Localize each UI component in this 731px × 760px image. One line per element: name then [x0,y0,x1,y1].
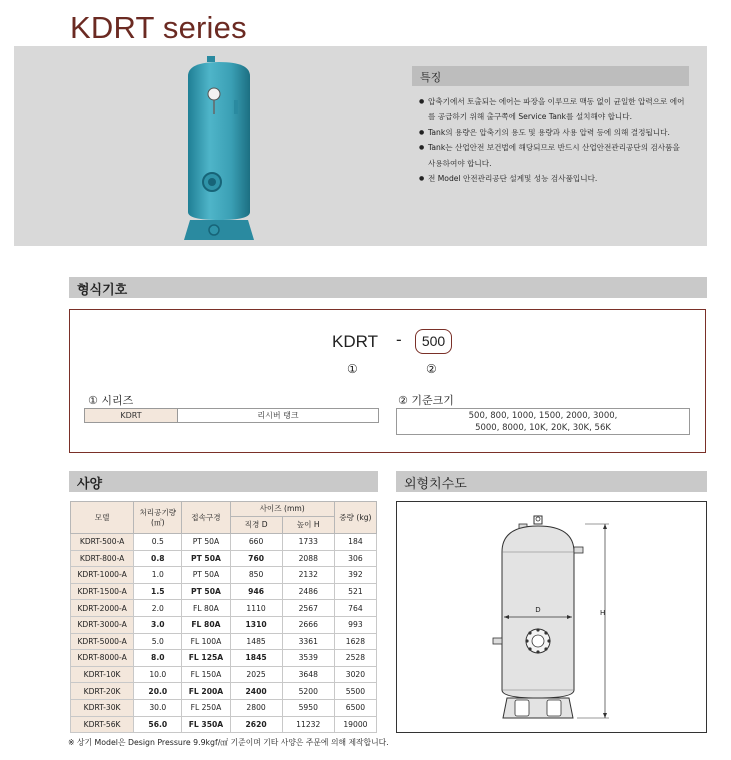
cell-capacity: 0.5 [134,534,182,551]
cell-diameter: 2400 [230,683,282,700]
product-hero-panel [14,46,707,246]
cell-weight: 2528 [334,650,376,667]
cell-connection: PT 50A [182,583,230,600]
col-header-weight: 중량 (kg) [334,502,376,534]
cell-diameter: 850 [230,567,282,584]
cell-diameter: 760 [230,550,282,567]
cell-connection: FL 100A [182,633,230,650]
cell-capacity: 8.0 [134,650,182,667]
cell-model: KDRT-8000-A [71,650,134,667]
cell-connection: FL 250A [182,699,230,716]
cell-capacity: 20.0 [134,683,182,700]
table-row [71,666,377,683]
cell-diameter: 946 [230,583,282,600]
list-item: ● Tank의 용량은 압축기의 용도 및 용량과 사용 압력 등에 의해 결정됩니다. [419,125,689,140]
cell-height: 1733 [282,534,334,551]
cell-diameter: 2800 [230,699,282,716]
cell-connection: FL 200A [182,683,230,700]
cell-weight: 19000 [334,716,376,733]
series-row [84,408,379,423]
features-heading: 특징 [412,66,689,86]
cell-diameter: 660 [230,534,282,551]
model-code-box [69,309,706,453]
col-header-diameter: 직경 D [230,517,282,534]
cell-height: 2088 [282,550,334,567]
dim-h-label: H [600,609,606,617]
receiver-tank-photo [174,54,264,244]
cell-model: KDRT-20K [71,683,134,700]
cell-connection: FL 80A [182,600,230,617]
cell-weight: 5500 [334,683,376,700]
col-header-size: 사이즈 (mm) [230,502,334,517]
cell-model: KDRT-1500-A [71,583,134,600]
cell-model: KDRT-1000-A [71,567,134,584]
cell-weight: 184 [334,534,376,551]
size-values-box [396,408,690,435]
cell-height: 2486 [282,583,334,600]
cell-connection: FL 125A [182,650,230,667]
spec-note: ※ 상기 Model은 Design Pressure 9.9kgf/㎠ 기준이며 기타 사양은 주문에 의해 제작합니다. [68,738,389,747]
cell-connection: FL 350A [182,716,230,733]
cell-model: KDRT-30K [71,699,134,716]
series-value: 리시버 탱크 [257,411,299,420]
col-header-model: 모델 [71,502,134,534]
list-item: ● Tank는 산업안전 보건법에 해당되므로 반드시 산업안전관리공단의 검사품을 사용하여야 합니다. [419,140,689,171]
cell-model: KDRT-56K [71,716,134,733]
size-values-line-1: 500, 800, 1000, 1500, 2000, 3000, [468,411,618,421]
cell-diameter: 2620 [230,716,282,733]
series-code: KDRT [332,332,378,351]
cell-weight: 306 [334,550,376,567]
size-code: 500 [415,329,452,354]
col-header-capacity: 처리공기량 (㎥) [134,502,182,534]
cell-height: 5950 [282,699,334,716]
cell-weight: 993 [334,616,376,633]
table-row [71,633,377,650]
size-values-line-2: 5000, 8000, 10K, 20K, 30K, 56K [475,423,611,433]
col-header-connection: 접속구경 [182,502,230,534]
table-row [71,616,377,633]
features-list [419,94,689,186]
cell-capacity: 5.0 [134,633,182,650]
cell-height: 11232 [282,716,334,733]
cell-model: KDRT-10K [71,666,134,683]
cell-connection: FL 150A [182,666,230,683]
cell-height: 3648 [282,666,334,683]
cell-height: 3539 [282,650,334,667]
cell-capacity: 10.0 [134,666,182,683]
cell-weight: 764 [334,600,376,617]
cell-diameter: 1110 [230,600,282,617]
list-item: ● 압축기에서 토출되는 에어는 파장을 이루므로 맥동 없이 균일한 압력으로 에어를 공급하기 위해 출구쪽에 Service Tank를 설치해야 합니다. [419,94,689,125]
cell-model: KDRT-800-A [71,550,134,567]
col-header-height: 높이 H [282,517,334,534]
cell-capacity: 1.5 [134,583,182,600]
cell-connection: PT 50A [182,534,230,551]
page-title: KDRT series [70,10,247,45]
cell-weight: 1628 [334,633,376,650]
cell-capacity: 30.0 [134,699,182,716]
cell-connection: PT 50A [182,567,230,584]
cell-capacity: 56.0 [134,716,182,733]
cell-diameter: 1845 [230,650,282,667]
spec-heading: 사양 [69,471,378,492]
cell-height: 2567 [282,600,334,617]
cell-capacity: 0.8 [134,550,182,567]
cell-weight: 6500 [334,699,376,716]
spec-table [70,501,377,733]
size-label: ② 기준크기 [398,394,454,407]
table-row [71,683,377,700]
cell-diameter: 1310 [230,616,282,633]
series-key: KDRT [85,409,178,422]
model-code-heading: 형식기호 [69,277,707,298]
cell-weight: 392 [334,567,376,584]
cell-weight: 521 [334,583,376,600]
cell-capacity: 2.0 [134,600,182,617]
drawing-heading: 외형치수도 [396,471,707,492]
cell-model: KDRT-3000-A [71,616,134,633]
cell-height: 5200 [282,683,334,700]
cell-capacity: 1.0 [134,567,182,584]
series-label: ① 시리즈 [88,394,134,407]
table-row [71,583,377,600]
cell-model: KDRT-500-A [71,534,134,551]
code-dash: - [396,330,402,349]
cell-diameter: 2025 [230,666,282,683]
cell-weight: 3020 [334,666,376,683]
dim-d-label: D [535,606,541,614]
cell-connection: FL 80A [182,616,230,633]
tank-dimension-drawing [397,502,706,732]
cell-height: 3361 [282,633,334,650]
cell-model: KDRT-5000-A [71,633,134,650]
marker-2: ② [426,362,437,376]
list-item: ● 전 Model 안전관리공단 설계및 성능 검사품입니다. [419,171,689,186]
table-row [71,600,377,617]
table-row [71,716,377,733]
cell-height: 2132 [282,567,334,584]
marker-1: ① [347,362,358,376]
cell-model: KDRT-2000-A [71,600,134,617]
table-row [71,534,377,551]
dimension-drawing-box [396,501,707,733]
table-row [71,550,377,567]
table-row [71,699,377,716]
cell-diameter: 1485 [230,633,282,650]
cell-height: 2666 [282,616,334,633]
cell-connection: PT 50A [182,550,230,567]
table-row [71,650,377,667]
table-row [71,567,377,584]
cell-capacity: 3.0 [134,616,182,633]
